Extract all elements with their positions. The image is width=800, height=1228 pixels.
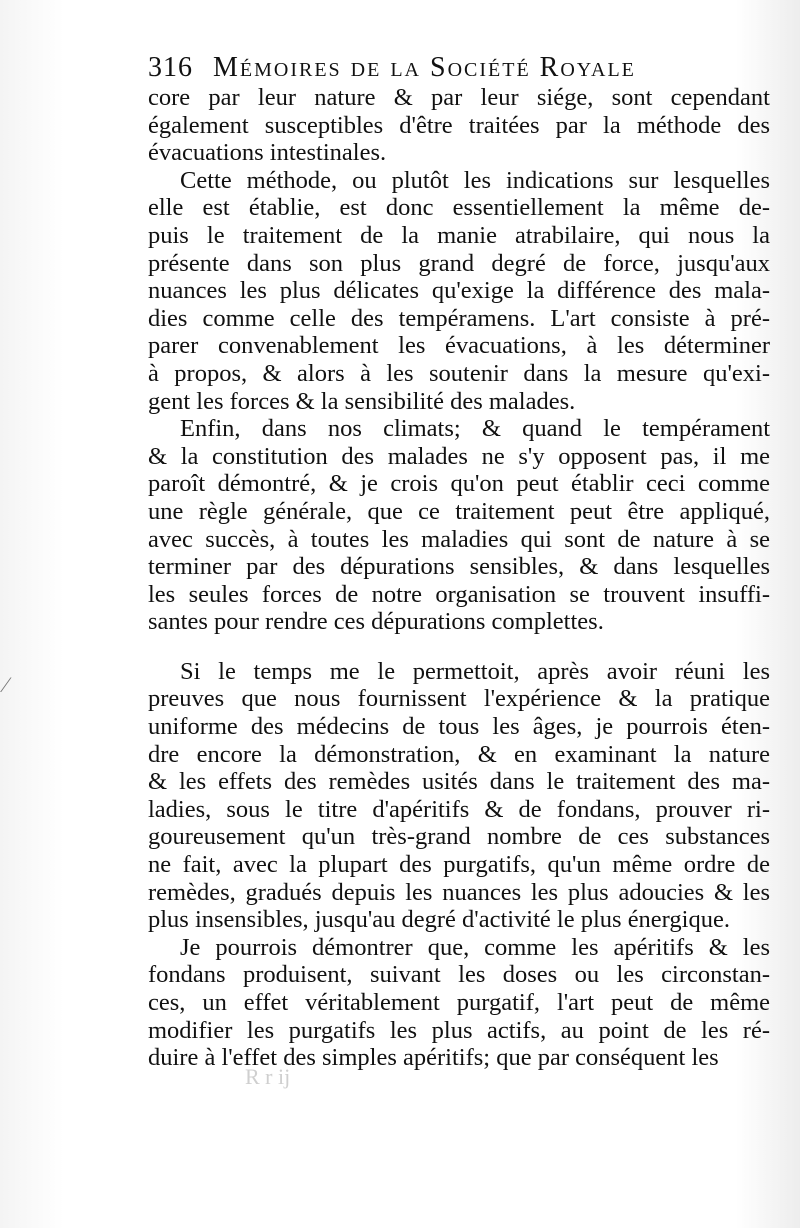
paragraph [148,415,770,636]
running-title: Mémoires de la Société Royale [213,52,636,83]
text-line: dies comme celle des tempéramens. L'art consiste à pré- [148,304,770,332]
paragraph [148,84,770,167]
text-line: elle est établie, est donc essentiellement la même de- [148,194,770,222]
text-line: Si le temps me le permettoit, après avoir réuni les [180,657,770,685]
text-line: ces, un effet véritablement purgatif, l'art peut de même [148,989,770,1016]
paragraph [148,658,770,934]
text-line: ne fait, avec la plupart des purgatifs, qu'un même ordre de [148,851,770,879]
paragraph [148,167,770,415]
text-line: avec succès, à toutes les maladies qui sont de nature à se [148,525,770,553]
text-line: terminer par des dépurations sensibles, & dans lesquelles [148,553,770,581]
signature-mark: R r ij [245,1064,291,1089]
text-line: & les effets des remèdes usités dans le traitement des ma- [148,768,770,796]
text-line: fondans produisent, suivant les doses ou les circonstan- [148,961,770,989]
text-line: uniforme des médecins de tous les âges, je pourrois éten- [148,713,770,741]
text-body [148,84,770,1072]
text-line: dre encore la démonstration, & en examinant la nature [148,740,770,768]
text-line: preuves que nous fournissent l'expérience & la pratique [148,685,770,713]
text-line: nuances les plus délicates qu'exige la différence des mala- [148,277,770,305]
text-line: une règle générale, que ce traitement peut être appliqué, [148,497,770,525]
text-line: modifier les purgatifs les plus actifs, au point de les ré- [148,1016,770,1044]
text-line: puis le traitement de la manie atrabilaire, qui nous la [148,221,770,249]
text-line: ladies, sous le titre d'apéritifs & de fondans, prouver ri- [148,795,770,823]
page-number: 316 [148,52,193,83]
text-line: également susceptibles d'être traitées par la méthode des [148,111,770,139]
text-line: goureusement qu'un très-grand nombre de ces substances [148,823,770,851]
text-line: Enfin, dans nos climats; & quand le tempérament [180,415,770,443]
paragraph [148,934,770,1072]
text-line: à propos, & alors à les soutenir dans la mesure qu'exi- [148,359,770,387]
text-line: paroît démontré, & je crois qu'on peut établir ceci comme [148,470,770,498]
text-line: core par leur nature & par leur siége, sont cependant [148,84,770,111]
paragraph-gap [148,636,770,658]
text-line: présente dans son plus grand degré de force, jusqu'aux [148,249,770,277]
text-line: Je pourrois démontrer que, comme les apéritifs & les [180,933,770,961]
text-line: remèdes, gradués depuis les nuances les plus adoucies & les [148,878,770,906]
text-line: parer convenablement les évacuations, à les déterminer [148,332,770,360]
text-line: santes pour rendre ces dépurations complettes. [148,608,604,636]
text-line: les seules forces de notre organisation se trouvent insuffi- [148,580,770,608]
text-line: gent les forces & la sensibilité des malades. [148,387,576,415]
text-line: Cette méthode, ou plutôt les indications sur lesquelles [180,166,770,194]
text-line: duire à l'effet des simples apéritifs; que par conséquent les [148,1044,719,1072]
text-line: évacuations intestinales. [148,139,387,167]
text-line: & la constitution des malades ne s'y opposent pas, il me [148,442,770,470]
text-line: plus insensibles, jusqu'au degré d'activité le plus énergique. [148,906,730,934]
margin-stroke: ⁄ [4,672,8,697]
